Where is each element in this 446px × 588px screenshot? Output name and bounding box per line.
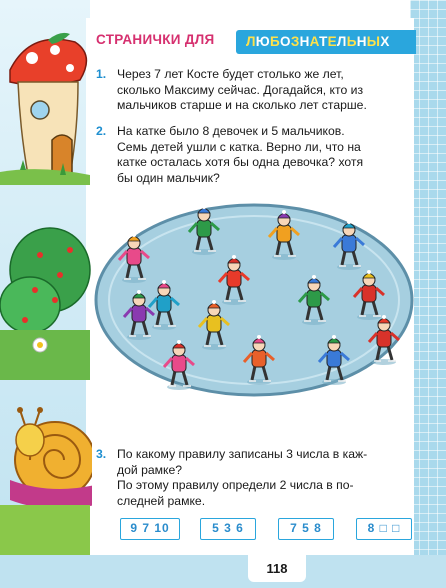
task-2 [96, 124, 418, 186]
page-header [96, 30, 418, 56]
bush-icon [0, 228, 90, 380]
task-line: катке осталась хотя бы одна девочка? хотя [117, 155, 364, 170]
header-title-right [236, 30, 416, 54]
header-letter: Л [246, 34, 256, 49]
page-number-tab [248, 555, 306, 582]
number-frame-3: 7 5 8 [278, 518, 334, 540]
header-letter: Б [270, 34, 281, 49]
number-frame-4: 8 □ □ [356, 518, 412, 540]
task-line: На катке было 8 девочек и 5 мальчиков. [117, 124, 345, 138]
header-letter: Т [319, 34, 328, 49]
header-letter: З [290, 34, 300, 49]
header-letter: Е [327, 34, 337, 49]
task-line: мальчиков старше и на сколько лет старше. [117, 98, 367, 113]
task-line: сколько Максиму сейчас. Догадайся, кто из [117, 82, 364, 97]
header-title-left: СТРАНИЧКИ ДЛЯ [96, 32, 215, 47]
header-letter: Л [336, 34, 347, 49]
snail-icon [0, 407, 92, 555]
mushroom-house-icon [0, 33, 90, 185]
page-number: 118 [266, 561, 288, 576]
task-line: следней рамке. [117, 493, 206, 508]
number-frame-2: 5 3 6 [200, 518, 256, 540]
header-letter: Ы [366, 34, 381, 49]
header-letter: А [309, 34, 320, 49]
header-letter: О [280, 34, 291, 49]
task-number: 2. [96, 124, 107, 138]
skating-rink-illustration [94, 190, 414, 400]
number-frames [120, 518, 420, 542]
task-line: Через 7 лет Косте будет столько же лет, [117, 67, 344, 81]
task-3 [96, 447, 418, 509]
task-1 [96, 67, 418, 114]
task-line: дой рамке? [117, 462, 183, 477]
task-line: По этому правилу определи 2 числа в по- [117, 478, 354, 493]
header-letter: Н [356, 34, 367, 49]
header-letter: Ь [346, 34, 357, 49]
task-line: По какому правилу записаны 3 числа в каж- [117, 447, 368, 461]
header-letter: Н [299, 34, 310, 49]
task-number: 3. [96, 447, 107, 461]
task-number: 1. [96, 67, 107, 81]
task-line: Семь детей ушли с катка. Верно ли, что на [117, 139, 361, 154]
task-line: бы один мальчик? [117, 170, 220, 185]
bottom-background [0, 555, 446, 588]
side-illustration [0, 0, 92, 555]
header-letter: Ю [255, 34, 271, 49]
number-frame-1: 9 7 10 [120, 518, 180, 540]
header-letter: Х [380, 34, 390, 49]
